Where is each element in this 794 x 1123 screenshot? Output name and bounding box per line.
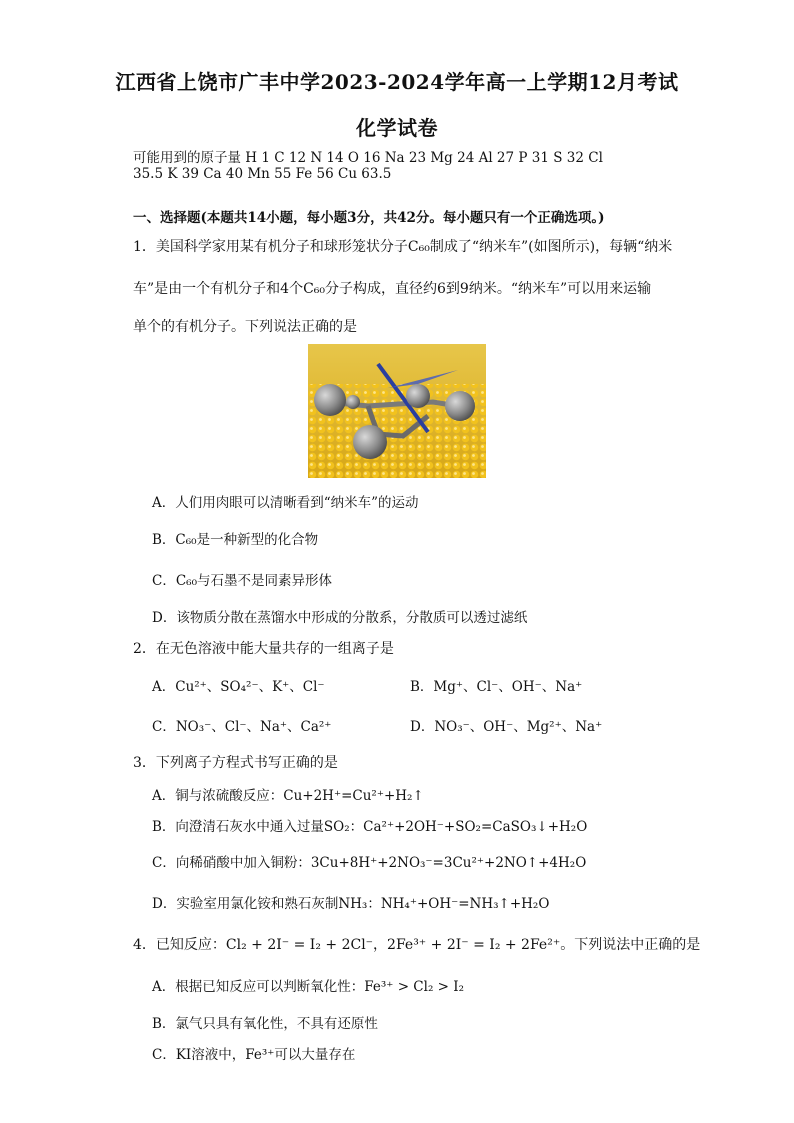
q3-option-d: D．实验室用氯化铵和熟石灰制NH₃：NH₄⁺+OH⁻=NH₃↑+H₂O [152,896,550,912]
q2-option-a: A．Cu²⁺、SO₄²⁻、K⁺、Cl⁻ [152,679,325,695]
q2-stem: 2．在无色溶液中能大量共存的一组离子是 [133,641,394,657]
q1-option-a: A．人们用肉眼可以清晰看到“纳米车”的运动 [152,495,419,511]
section-heading: 一、选择题(本题共14小题，每小题3分，共42分。每小题只有一个正确选项。) [133,210,605,226]
q1-stem-line-2: 车”是由一个有机分子和4个C₆₀分子构成，直径约6到9纳米。“纳米车”可以用来运输 [133,281,652,297]
q4-option-c: C．KI溶液中，Fe³⁺可以大量存在 [152,1047,356,1063]
atomic-masses-line-1: 可能用到的原子量 H 1 C 12 N 14 O 16 Na 23 Mg 24 Al 27 P 31 S 32 Cl [133,150,603,166]
q1-option-d: D．该物质分散在蒸馏水中形成的分散系，分散质可以透过滤纸 [152,610,528,626]
q3-stem: 3．下列离子方程式书写正确的是 [133,755,338,771]
q2-option-c: C．NO₃⁻、Cl⁻、Na⁺、Ca²⁺ [152,719,332,735]
q4-option-b: B．氯气只具有氧化性，不具有还原性 [152,1016,378,1032]
atomic-masses-line-2: 35.5 K 39 Ca 40 Mn 55 Fe 56 Cu 63.5 [133,166,392,182]
exam-title: 江西省上饶市广丰中学2023-2024学年高一上学期12月考试 [115,70,679,94]
q2-option-b: B．Mg⁺、Cl⁻、OH⁻、Na⁺ [410,679,583,695]
q1-option-b: B．C₆₀是一种新型的化合物 [152,532,319,548]
q3-option-c: C．向稀硝酸中加入铜粉：3Cu+8H⁺+2NO₃⁻=3Cu²⁺+2NO↑+4H₂O [152,855,587,871]
q3-option-a: A．铜与浓硫酸反应：Cu+2H⁺=Cu²⁺+H₂↑ [152,788,424,804]
q2-option-d: D．NO₃⁻、OH⁻、Mg²⁺、Na⁺ [410,719,603,735]
q3-option-b: B．向澄清石灰水中通入过量SO₂：Ca²⁺+2OH⁻+SO₂=CaSO₃↓+H₂O [152,819,588,835]
q1-stem-line-1: 1．美国科学家用某有机分子和球形笼状分子C₆₀制成了“纳米车”(如图所示)，每辆“纳米 [133,239,673,255]
q4-option-a: A．根据已知反应可以判断氧化性：Fe³⁺ > Cl₂ > I₂ [152,979,464,995]
nanocar-image [308,344,486,478]
q1-stem-line-3: 单个的有机分子。下列说法正确的是 [133,319,357,335]
exam-subtitle: 化学试卷 [356,116,438,140]
q1-option-c: C．C₆₀与石墨不是同素异形体 [152,573,332,589]
q4-stem: 4．已知反应：Cl₂ + 2I⁻ = I₂ + 2Cl⁻，2Fe³⁺ + 2I⁻ = I₂ + 2Fe²⁺。下列说法中正确的是 [133,937,701,953]
